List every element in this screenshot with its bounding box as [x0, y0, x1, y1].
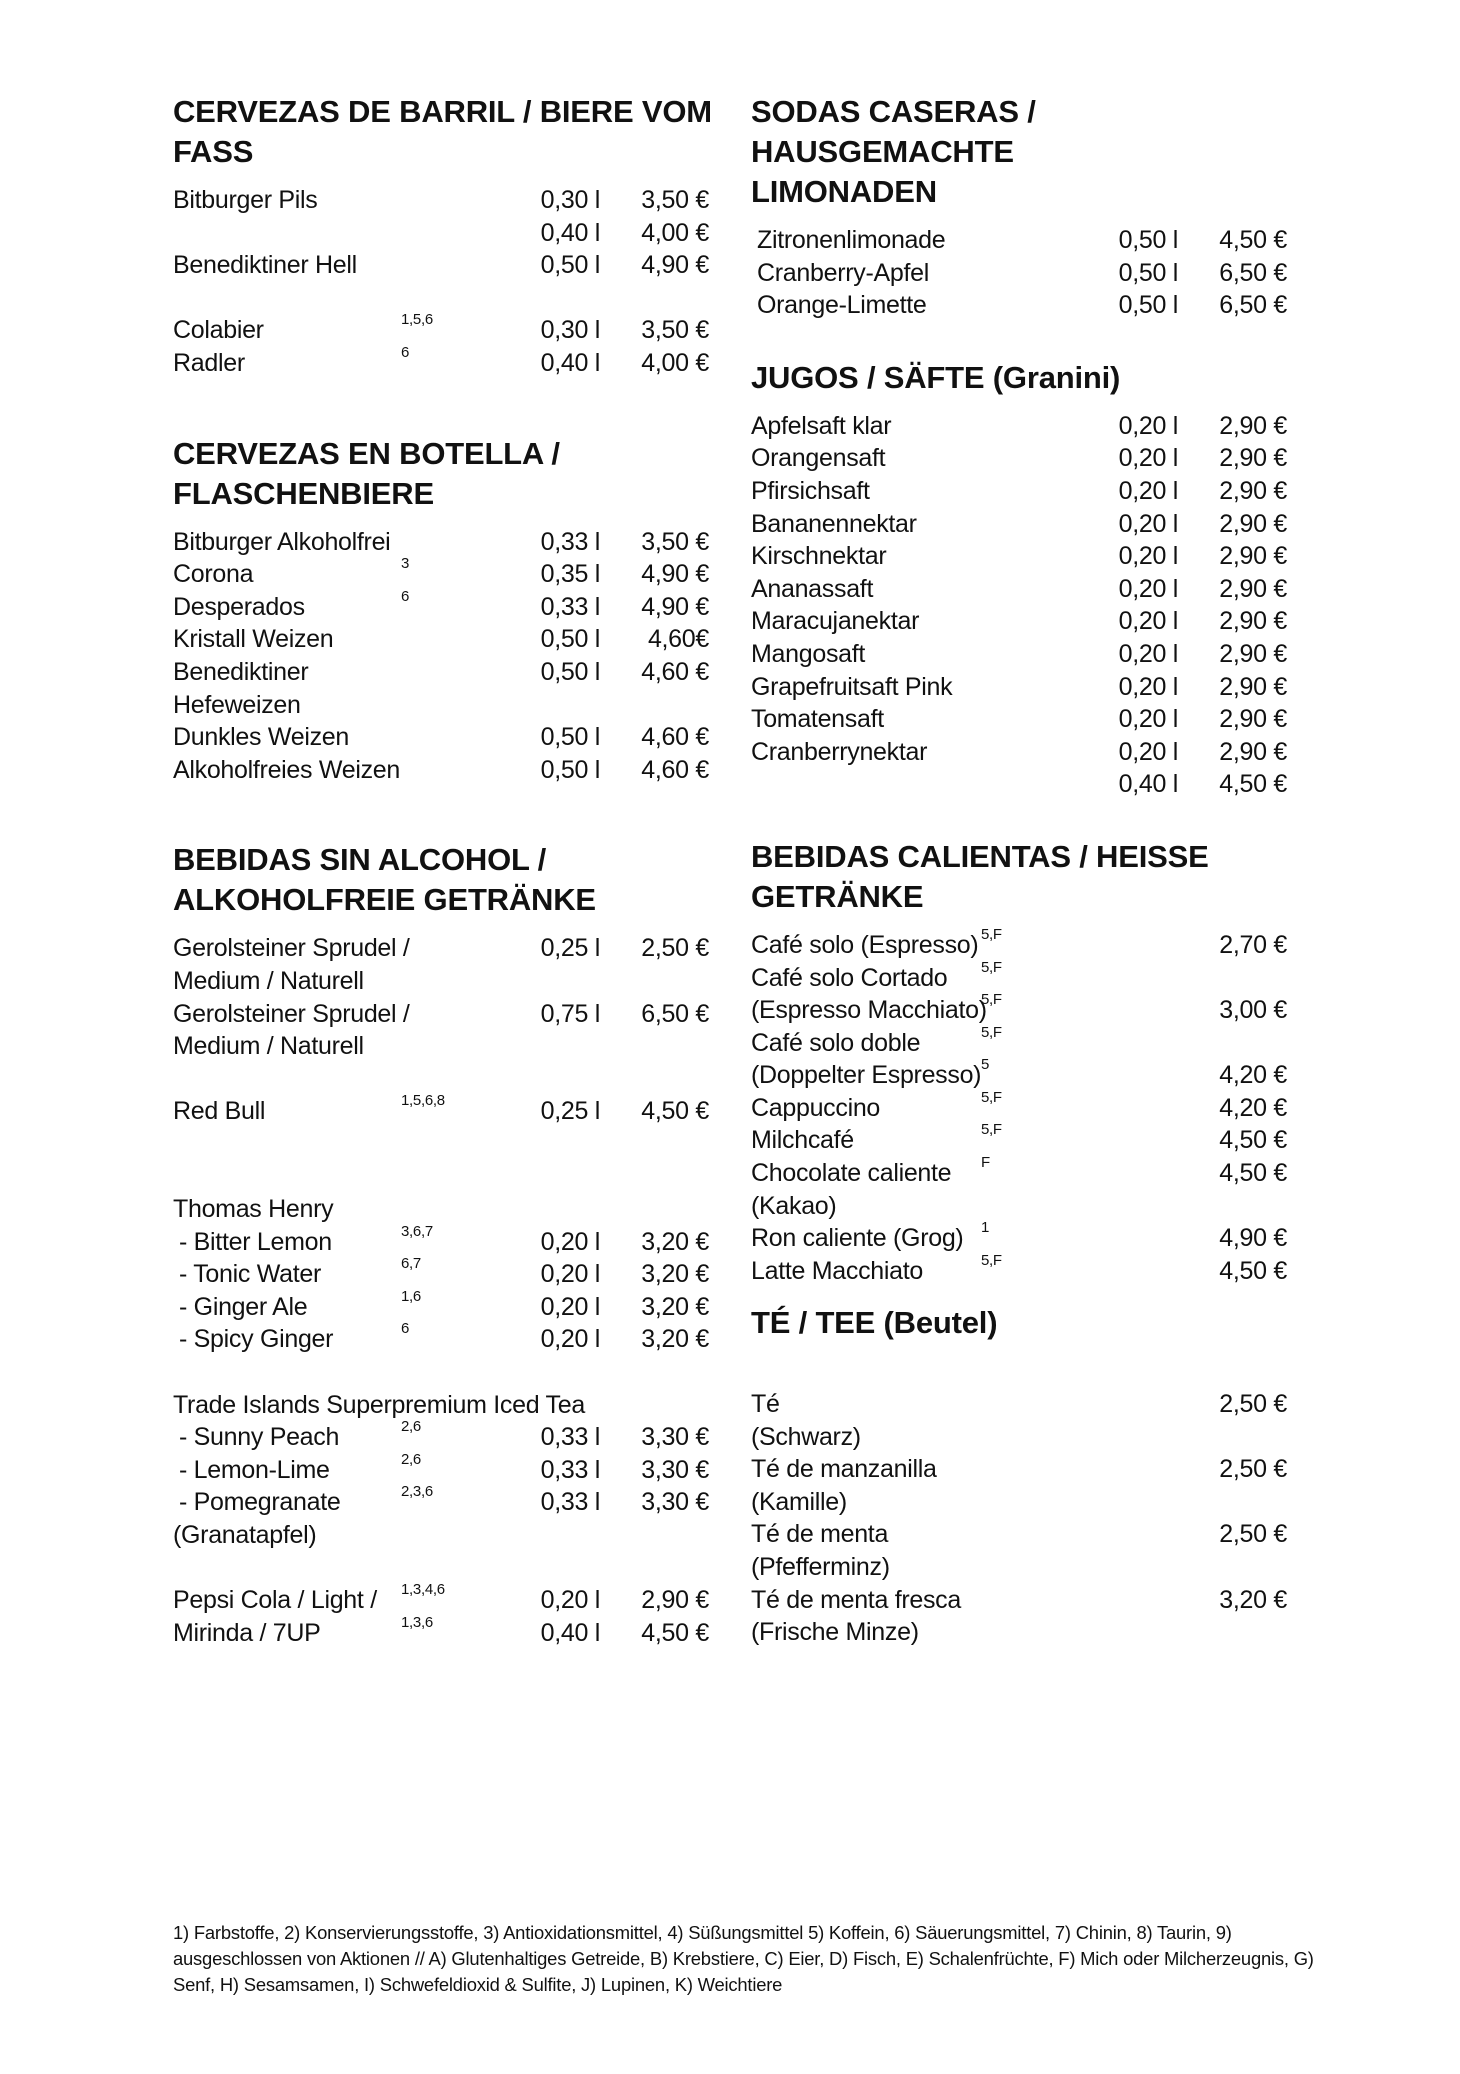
item-name: (Granatapfel): [173, 1521, 317, 1549]
item-name: Cranberrynektar: [751, 737, 928, 766]
menu-item-row: [173, 998, 713, 1031]
menu-item-row: [751, 1453, 1291, 1486]
item-price: 3,00 €: [1219, 996, 1287, 1025]
menu-item-row: [173, 1255, 713, 1291]
allergen-codes: 6: [401, 1320, 410, 1338]
allergen-codes: 5: [981, 1056, 990, 1074]
menu-section: [751, 837, 1291, 1304]
item-name: Gerolsteiner Sprudel /: [173, 999, 410, 1028]
menu-item-row: [751, 671, 1291, 704]
item-name: Pepsi Cola / Light /: [173, 1586, 377, 1615]
menu-item-row: [173, 217, 713, 250]
item-name: Alkoholfreies Weizen: [173, 755, 400, 784]
item-volume: 0,50 l: [540, 755, 600, 784]
item-name: Zitronenlimonade: [757, 226, 946, 254]
right-column: [751, 92, 1291, 1649]
item-price: 4,50 €: [1219, 1126, 1287, 1155]
menu-item-row: [751, 1355, 1291, 1388]
item-name: Café solo (Espresso): [751, 930, 979, 959]
menu-item-row: [173, 623, 713, 656]
item-volume: 0,50 l: [1118, 258, 1178, 287]
item-volume: 0,20 l: [540, 1260, 600, 1289]
item-price: 2,90 €: [1219, 476, 1287, 505]
menu-item-row: [173, 1389, 713, 1422]
item-name: Mirinda / 7UP: [173, 1618, 321, 1647]
section-title: SODAS CASERAS / HAUSGEMACHTE LIMONADEN: [751, 94, 1036, 209]
item-price: 3,50 €: [641, 186, 709, 214]
item-name: Grapefruitsaft Pink: [751, 672, 953, 701]
item-volume: 0,50 l: [540, 657, 600, 686]
item-name: (Schwarz): [751, 1422, 861, 1451]
item-name: Thomas Henry: [173, 1195, 334, 1224]
item-price: 4,60 €: [641, 657, 709, 686]
menu-item-row: [173, 1418, 713, 1454]
allergen-codes: 3,6,7: [401, 1222, 433, 1240]
item-price: 3,20 €: [641, 1227, 709, 1256]
section-title: BEBIDAS CALIENTAS / HEISSE GETRÄNKE: [751, 838, 1209, 914]
menu-item-row: [751, 768, 1291, 801]
menu-item-row: [751, 1088, 1291, 1125]
menu-item-row: [173, 1193, 713, 1226]
item-name: Ron caliente (Grog): [751, 1224, 964, 1253]
item-price: 2,90 €: [1219, 672, 1287, 701]
item-volume: 0,50 l: [1118, 291, 1178, 320]
menu-item-row: [751, 1023, 1291, 1060]
item-name: Latte Macchiato: [751, 1256, 923, 1285]
item-name: Medium / Naturell: [173, 966, 364, 995]
item-volume: 0,20 l: [1118, 411, 1178, 440]
section-title: JUGOS / SÄFTE (Granini): [751, 359, 1121, 395]
menu-item-row: [173, 1613, 713, 1650]
menu-item-row: [173, 1356, 713, 1389]
allergen-codes: 2,6: [401, 1450, 421, 1468]
item-name: - Sunny Peach: [179, 1423, 340, 1452]
item-price: 3,20 €: [641, 1260, 709, 1289]
section-title: BEBIDAS SIN ALCOHOL / ALKOHOLFREIE GETRÄNKE: [173, 842, 596, 918]
menu-item-row: [173, 1030, 713, 1063]
item-name: Cranberry-Apfel: [757, 258, 929, 287]
menu-item-row: [751, 573, 1291, 606]
item-price: 4,90 €: [641, 251, 709, 280]
item-name: - Lemon-Lime: [179, 1455, 330, 1484]
item-name: Hefeweizen: [173, 690, 301, 719]
item-volume: 0,33 l: [540, 527, 600, 556]
item-price: 4,60€: [647, 625, 709, 654]
menu-item-row: [173, 1092, 713, 1128]
item-volume: 0,20 l: [540, 1227, 600, 1256]
item-volume: 0,33 l: [540, 1423, 600, 1452]
item-volume: 0,20 l: [1118, 705, 1178, 734]
menu-item-row: [173, 1320, 713, 1356]
item-volume: 0,20 l: [1118, 672, 1178, 701]
item-volume: 0,50 l: [1118, 226, 1178, 254]
menu-item-row: [751, 442, 1291, 475]
item-price: 4,50 €: [1219, 1159, 1287, 1188]
item-name: Trade Islands Superpremium Iced Tea: [173, 1390, 585, 1419]
menu-item-row: [173, 1128, 713, 1161]
allergen-codes: 5,F: [981, 1121, 1002, 1139]
allergen-codes: 6,7: [401, 1255, 421, 1273]
menu-item-row: [751, 1518, 1291, 1551]
item-name: Gerolsteiner Sprudel /: [173, 934, 410, 963]
allergen-codes: 1,5,6,8: [401, 1092, 445, 1110]
item-price: 4,60 €: [641, 723, 709, 752]
section-title: CERVEZAS EN BOTELLA / FLASCHENBIERE: [173, 435, 560, 511]
item-price: 3,30 €: [641, 1423, 709, 1452]
item-volume: 0,20 l: [540, 1586, 600, 1615]
item-price: 6,50 €: [641, 999, 709, 1028]
allergen-codes: 5,F: [981, 958, 1002, 976]
item-price: 2,90 €: [1219, 574, 1287, 603]
menu-item-row: [173, 587, 713, 624]
item-volume: 0,30 l: [540, 316, 600, 345]
item-volume: 0,40 l: [540, 218, 600, 247]
menu-item-row: [173, 282, 713, 315]
item-volume: 0,40 l: [540, 1618, 600, 1647]
item-volume: 0,20 l: [1118, 509, 1178, 538]
menu-item-row: [751, 1388, 1291, 1421]
item-volume: 0,25 l: [540, 934, 600, 963]
menu-item-row: [751, 1584, 1291, 1617]
item-price: 4,90 €: [641, 560, 709, 589]
item-price: 3,30 €: [641, 1488, 709, 1517]
menu-item-row: [751, 410, 1291, 443]
menu-item-row: [751, 475, 1291, 508]
item-name: Orange-Limette: [757, 291, 927, 320]
item-volume: 0,30 l: [540, 186, 600, 214]
item-price: 4,60 €: [641, 755, 709, 784]
item-name: Medium / Naturell: [173, 1032, 364, 1061]
menu-item-row: [751, 605, 1291, 638]
item-volume: 0,25 l: [540, 1097, 600, 1126]
item-price: 2,50 €: [1219, 1520, 1287, 1549]
item-volume: 0,50 l: [540, 251, 600, 280]
item-name: Orangensaft: [751, 444, 886, 473]
menu-item-row: [173, 1483, 713, 1519]
menu-item-row: [173, 689, 713, 722]
item-name: - Pomegranate: [179, 1488, 341, 1517]
item-price: 2,90 €: [1219, 444, 1287, 473]
menu-item-row: [173, 311, 713, 347]
menu-item-row: [173, 555, 713, 591]
item-volume: 0,20 l: [1118, 444, 1178, 473]
item-volume: 0,50 l: [540, 625, 600, 654]
allergen-codes: 1,3,4,6: [401, 1581, 445, 1599]
menu-item-row: [173, 184, 713, 217]
item-volume: 0,33 l: [540, 1488, 600, 1517]
item-volume: 0,20 l: [1118, 737, 1178, 766]
item-name: Bananennektar: [751, 509, 917, 538]
item-price: 2,90 €: [1219, 607, 1287, 636]
menu-item-row: [751, 1154, 1291, 1190]
item-volume: 0,20 l: [540, 1292, 600, 1321]
item-name: (Frische Minze): [751, 1618, 919, 1647]
item-price: 2,90 €: [1219, 639, 1287, 668]
item-name: Ananassaft: [751, 574, 874, 603]
menu-item-row: [751, 925, 1291, 962]
item-name: Pfirsichsaft: [751, 476, 870, 505]
menu-item-row: [751, 1616, 1291, 1649]
menu-item-row: [751, 1219, 1291, 1255]
menu-item-row: [751, 289, 1291, 322]
item-name: Café solo doble: [751, 1028, 921, 1057]
menu-item-row: [751, 257, 1291, 290]
menu-item-row: [751, 224, 1291, 257]
item-price: 6,50 €: [1219, 291, 1287, 320]
menu-item-row: [173, 1581, 713, 1617]
allergen-codes: 6: [401, 343, 410, 361]
menu-item-row: [751, 1421, 1291, 1454]
menu-item-row: [173, 343, 713, 380]
item-price: 4,50 €: [641, 1618, 709, 1647]
menu-item-row: [751, 1121, 1291, 1157]
menu-item-row: [751, 1486, 1291, 1519]
item-name: Cappuccino: [751, 1093, 881, 1122]
allergen-codes: 1,6: [401, 1287, 421, 1305]
allergen-codes: 5,F: [981, 1251, 1002, 1269]
item-volume: 0,20 l: [1118, 607, 1178, 636]
item-name: Milchcafé: [751, 1126, 854, 1155]
menu-item-row: [751, 508, 1291, 541]
item-name: (Pfefferminz): [751, 1553, 890, 1581]
menu-section: [751, 358, 1291, 837]
item-price: 3,50 €: [641, 527, 709, 556]
item-price: 4,50 €: [1219, 1256, 1287, 1285]
item-volume: 0,20 l: [1118, 542, 1178, 571]
item-volume: 0,75 l: [540, 999, 600, 1028]
allergen-codes: F: [981, 1154, 990, 1172]
item-price: 3,20 €: [641, 1292, 709, 1321]
allergen-codes: 5,F: [981, 991, 1002, 1009]
menu-item-row: [173, 1519, 713, 1552]
item-name: Corona: [173, 560, 254, 589]
item-name: - Spicy Ginger: [179, 1325, 334, 1354]
item-price: 2,90 €: [1219, 509, 1287, 538]
item-name: Colabier: [173, 316, 264, 345]
item-volume: 0,20 l: [1118, 639, 1178, 668]
menu-item-row: [173, 526, 713, 559]
allergen-codes: 1: [981, 1219, 990, 1237]
menu-item-row: [751, 736, 1291, 769]
item-price: 4,50 €: [641, 1097, 709, 1126]
menu-item-row: [751, 991, 1291, 1027]
allergen-codes: 5,F: [981, 1088, 1002, 1106]
item-volume: 0,33 l: [540, 1455, 600, 1484]
item-name: Mangosaft: [751, 639, 866, 668]
item-price: 4,50 €: [1219, 226, 1287, 254]
item-price: 2,90 €: [641, 1586, 709, 1615]
menu-section: [173, 840, 713, 1649]
item-name: Chocolate caliente: [751, 1159, 952, 1188]
menu-item-row: [751, 958, 1291, 995]
item-price: 4,20 €: [1219, 1093, 1287, 1122]
menu-item-row: [173, 721, 713, 754]
menu-section: [751, 1303, 1291, 1648]
item-name: Té: [751, 1390, 780, 1419]
item-name: Té de menta: [751, 1520, 889, 1549]
item-price: 3,20 €: [1219, 1585, 1287, 1614]
menu-item-row: [751, 703, 1291, 736]
item-name: Radler: [173, 348, 245, 377]
menu-item-row: [751, 1251, 1291, 1288]
menu-item-row: [173, 754, 713, 787]
item-volume: 0,40 l: [1118, 770, 1178, 799]
left-column: [173, 92, 713, 1649]
item-price: 3,50 €: [641, 316, 709, 345]
menu-section: [173, 92, 713, 434]
item-volume: 0,35 l: [540, 560, 600, 589]
section-title: CERVEZAS DE BARRIL / BIERE VOM FASS: [173, 94, 712, 169]
menu-item-row: [751, 1190, 1291, 1223]
item-price: 2,50 €: [1219, 1390, 1287, 1419]
menu-item-row: [751, 1056, 1291, 1092]
allergen-codes: 5,F: [981, 925, 1002, 943]
item-volume: 0,20 l: [1118, 574, 1178, 603]
allergen-footnote: 1) Farbstoffe, 2) Konservierungsstoffe, 3) Antioxidationsmittel, 4) Süßungsmittel 5) Koffein, 6) Säuerungsmittel, 7) Chinin, 8) Taurin, 9) ausgeschlossen von Aktionen // A) Glutenhaltiges Getreide, B) Krebstiere, C) Eier, D) Fisch, E) Schalenfrüchte, F) Mich oder Milcherzeugnis, G) Senf, H) Sesamsamen, I) Schwefeldioxid & Sulfite, J) Lupinen, K) Weichtiere: [173, 1922, 1314, 1995]
item-name: Café solo Cortado: [751, 963, 948, 992]
item-price: 4,90 €: [1219, 1224, 1287, 1253]
item-price: 2,90 €: [1219, 542, 1287, 571]
item-name: - Tonic Water: [179, 1260, 321, 1289]
item-name: Dunkles Weizen: [173, 723, 349, 752]
item-price: 2,50 €: [641, 934, 709, 963]
item-price: 4,50 €: [1219, 770, 1287, 799]
allergen-codes: 3: [401, 555, 410, 573]
allergen-codes: 1,5,6: [401, 311, 433, 329]
menu-section: [173, 434, 713, 841]
item-price: 4,20 €: [1219, 1061, 1287, 1090]
item-name: (Espresso Macchiato): [751, 996, 987, 1025]
item-name: Desperados: [173, 592, 305, 621]
item-name: - Bitter Lemon: [179, 1227, 332, 1256]
allergen-codes: 2,3,6: [401, 1483, 433, 1501]
section-title: TÉ / TEE (Beutel): [751, 1305, 998, 1341]
allergen-codes: 5,F: [981, 1023, 1002, 1041]
item-volume: 0,33 l: [540, 592, 600, 621]
item-name: Tomatensaft: [751, 705, 884, 734]
item-volume: 0,50 l: [540, 723, 600, 752]
item-name: Bitburger Alkoholfrei: [173, 527, 391, 556]
item-volume: 0,40 l: [540, 348, 600, 377]
menu-item-row: [173, 656, 713, 689]
item-name: - Ginger Ale: [179, 1292, 308, 1321]
allergen-codes: 2,6: [401, 1418, 421, 1436]
menu-item-row: [173, 965, 713, 998]
menu-item-row: [173, 249, 713, 282]
item-price: 4,00 €: [641, 348, 709, 377]
item-price: 2,50 €: [1219, 1455, 1287, 1484]
item-volume: 0,20 l: [540, 1325, 600, 1354]
item-name: Maracujanektar: [751, 607, 920, 636]
item-price: 3,30 €: [641, 1455, 709, 1484]
item-name: Bitburger Pils: [173, 186, 318, 214]
item-name: Red Bull: [173, 1097, 266, 1126]
item-name: Apfelsaft klar: [751, 411, 892, 440]
menu-item-row: [751, 638, 1291, 671]
menu-item-row: [173, 1222, 713, 1259]
item-name: Kirschnektar: [751, 542, 887, 571]
item-price: 2,90 €: [1219, 737, 1287, 766]
item-price: 2,90 €: [1219, 411, 1287, 440]
item-name: (Kamille): [751, 1487, 847, 1516]
item-price: 2,70 €: [1219, 930, 1287, 959]
item-name: Kristall Weizen: [173, 625, 334, 654]
item-price: 4,00 €: [641, 218, 709, 247]
item-name: Té de menta fresca: [751, 1585, 961, 1614]
menu-item-row: [173, 1287, 713, 1324]
menu-item-row: [173, 932, 713, 965]
allergen-codes: 1,3,6: [401, 1613, 433, 1631]
item-price: 3,20 €: [641, 1325, 709, 1354]
item-price: 4,90 €: [641, 592, 709, 621]
item-name: (Kakao): [751, 1191, 837, 1220]
menu-item-row: [751, 1551, 1291, 1584]
menu-item-row: [173, 1450, 713, 1487]
menu-section: [751, 92, 1291, 358]
menu-item-row: [751, 540, 1291, 573]
item-name: Benediktiner: [173, 657, 309, 686]
item-volume: 0,20 l: [1118, 476, 1178, 505]
allergen-codes: 6: [401, 587, 410, 605]
menu-item-row: [173, 1160, 713, 1193]
item-price: 6,50 €: [1219, 258, 1287, 287]
item-name: (Doppelter Espresso): [751, 1061, 982, 1090]
item-price: 2,90 €: [1219, 705, 1287, 734]
item-name: Té de manzanilla: [751, 1455, 937, 1484]
item-name: Benediktiner Hell: [173, 251, 357, 280]
